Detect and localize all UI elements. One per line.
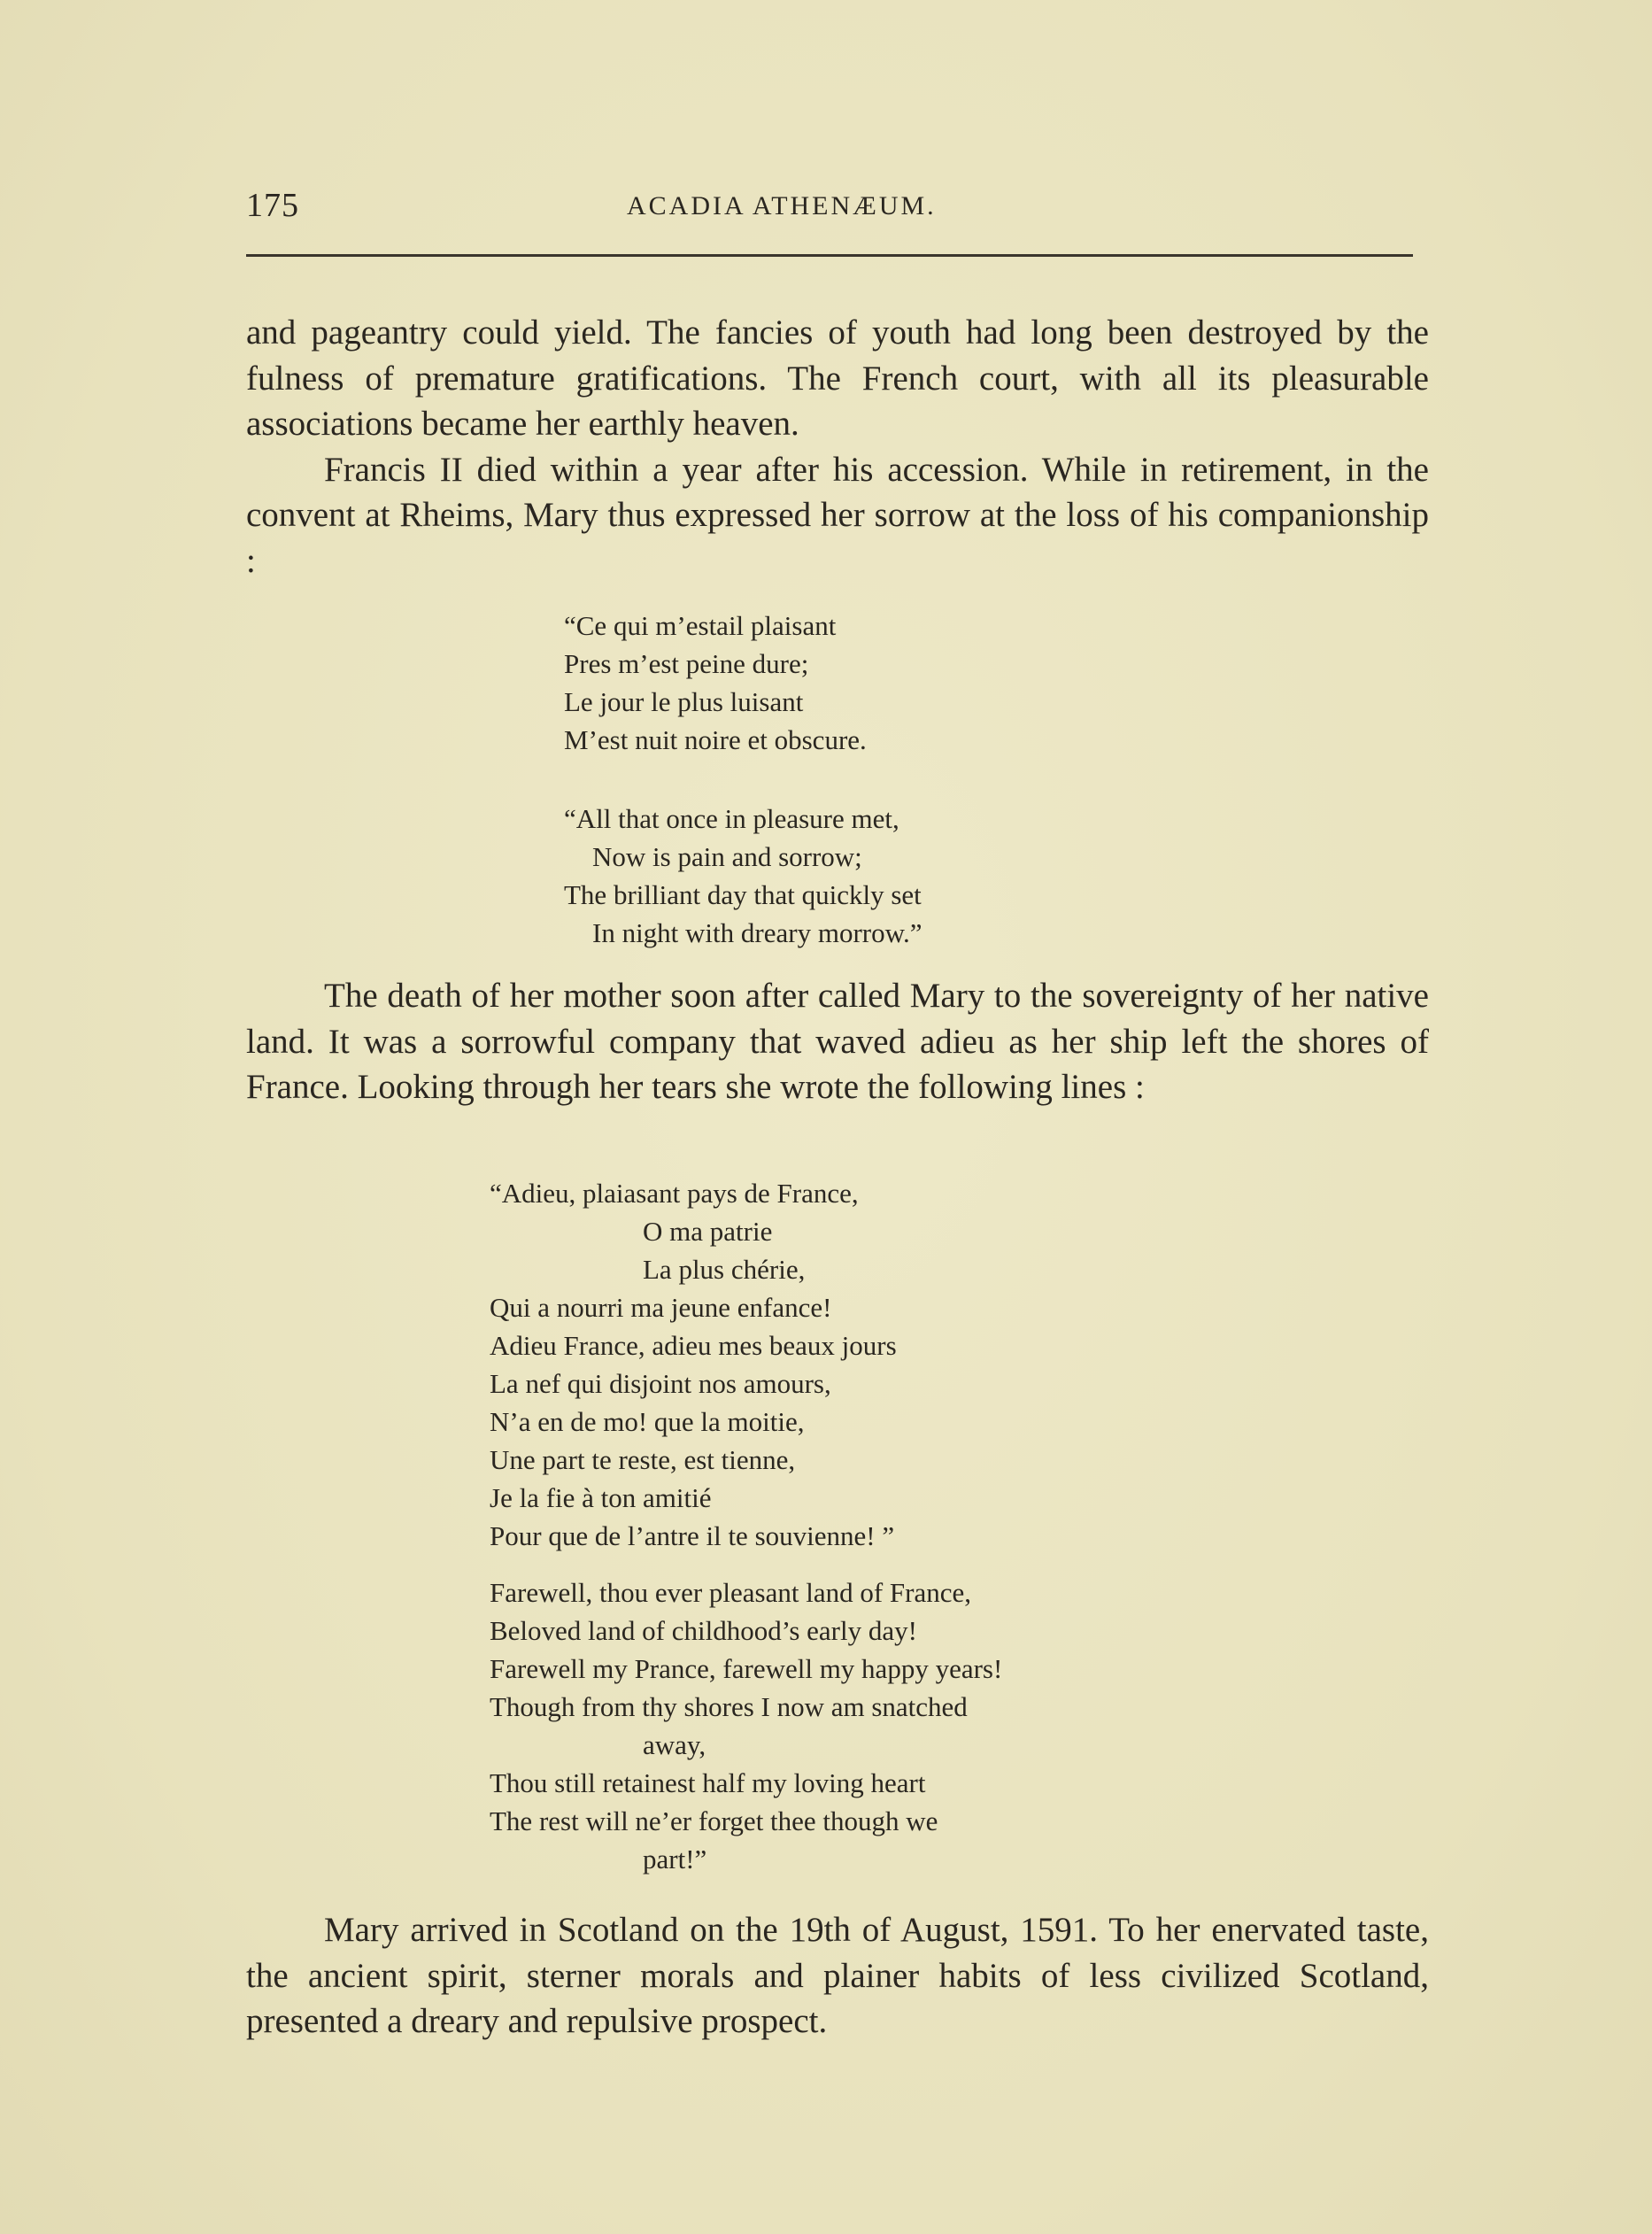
- verse-line: M’est nuit noire et obscure.: [564, 724, 867, 755]
- paragraph: and pageantry could yield. The fancies of youth had long been destroyed by the fulness of premature gratifications. The French court, with all its pleasurable associations became her earthly heaven.: [246, 313, 1429, 443]
- verse-line: Now is pain and sorrow;: [592, 841, 862, 872]
- verse-french-1: [564, 607, 867, 759]
- verse-line: La plus chérie,: [643, 1254, 806, 1285]
- paragraph: Francis II died within a year after his accession. While in retirement, in the convent at Rheims, Mary thus expressed her sorrow at the loss of his companionship :: [246, 450, 1429, 580]
- verse-line: The brilliant day that quickly set: [564, 879, 922, 910]
- page-number: 175: [246, 187, 299, 224]
- verse-line: “Adieu, plaiasant pays de France,: [490, 1178, 859, 1209]
- verse-line: Une part te reste, est tienne,: [490, 1444, 796, 1475]
- verse-french-2: [490, 1174, 897, 1555]
- verse-line: “All that once in pleasure met,: [564, 803, 899, 834]
- verse-line: part!”: [643, 1844, 707, 1875]
- paragraph: Mary arrived in Scotland on the 19th of August, 1591. To her enervated taste, the ancient spirit, sterner morals and plainer habits of less civilized Scotland, presented a dreary and repulsive prospect.: [246, 1911, 1429, 2040]
- verse-line: Pres m’est peine dure;: [564, 648, 809, 679]
- paragraph: The death of her mother soon after called Mary to the sovereignty of her native land. It was a sorrowful company that waved adieu as her ship left the shores of France. Looking through her tears she wrote the following lines :: [246, 977, 1429, 1106]
- verse-line: The rest will ne’er forget thee though we: [490, 1805, 938, 1836]
- verse-line: “Ce qui m’estail plaisant: [564, 610, 837, 641]
- verse-english-1: [564, 800, 922, 952]
- verse-line: Farewell, thou ever pleasant land of France,: [490, 1577, 972, 1608]
- running-title: ACADIA ATHENÆUM.: [627, 191, 937, 220]
- verse-line: Farewell my Prance, farewell my happy years!: [490, 1653, 1003, 1684]
- prose-block-1: [246, 310, 1429, 584]
- verse-line: Beloved land of childhood’s early day!: [490, 1615, 917, 1646]
- verse-line: Pour que de l’antre il te souvienne! ”: [490, 1520, 895, 1551]
- verse-line: La nef qui disjoint nos amours,: [490, 1368, 831, 1399]
- verse-line: away,: [643, 1729, 706, 1760]
- verse-line: O ma patrie: [643, 1216, 773, 1247]
- verse-line: Though from thy shores I now am snatched: [490, 1691, 968, 1722]
- verse-line: Le jour le plus luisant: [564, 686, 804, 717]
- verse-english-2: [490, 1573, 1002, 1878]
- prose-block-2: [246, 973, 1429, 1110]
- prose-block-3: [246, 1907, 1429, 2045]
- verse-line: In night with dreary morrow.”: [592, 917, 922, 948]
- verse-line: Je la fie à ton amitié: [490, 1482, 712, 1513]
- verse-line: Qui a nourri ma jeune enfance!: [490, 1292, 832, 1323]
- header-rule: [246, 254, 1413, 257]
- page-header: [246, 186, 1413, 239]
- verse-line: N’a en de mo! que la moitie,: [490, 1406, 805, 1437]
- verse-line: Adieu France, adieu mes beaux jours: [490, 1330, 897, 1361]
- verse-line: Thou still retainest half my loving heart: [490, 1767, 926, 1798]
